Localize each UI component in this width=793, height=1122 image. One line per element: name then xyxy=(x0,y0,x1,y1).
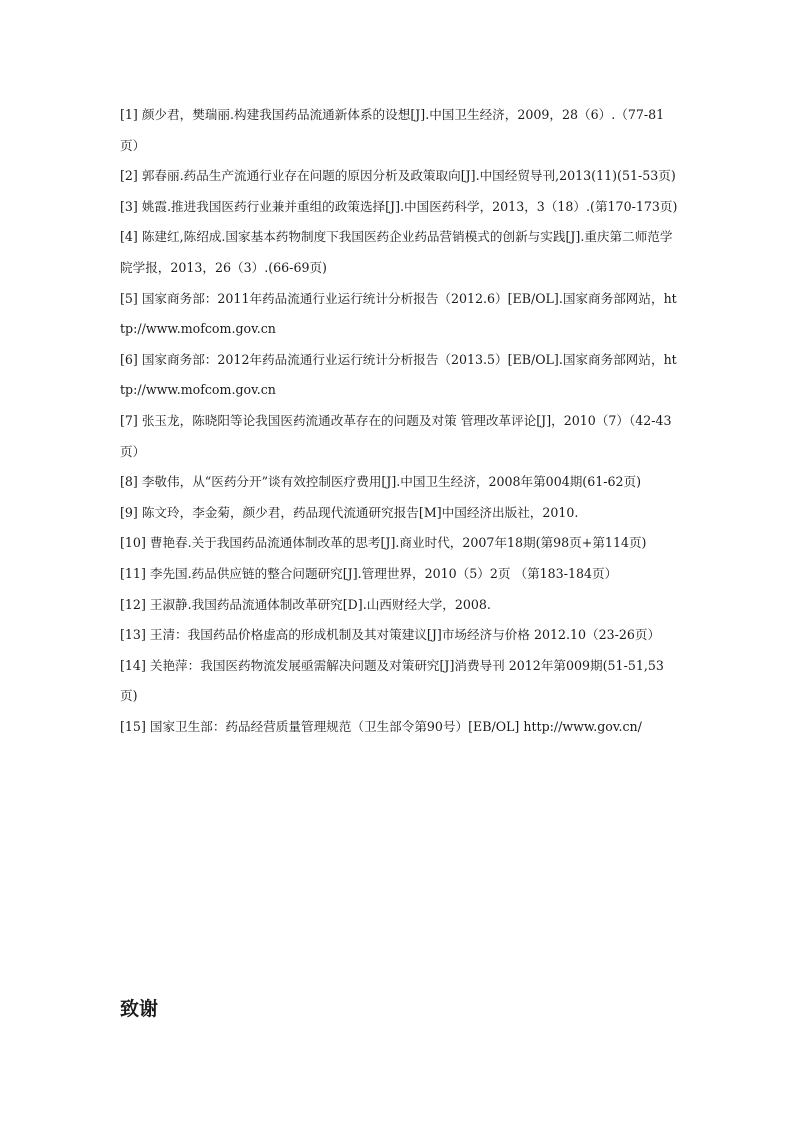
reference-item: [10] 曹艳春.关于我国药品流通体制改革的思考[J].商业时代，2007年18期(第98页+第114页) xyxy=(120,535,647,551)
reference-item: [1] 颜少君，樊瑞丽.构建我国药品流通新体系的设想[J].中国卫生经济，2009，28（6）.（77-81页） xyxy=(120,107,665,153)
reference-item: [4] 陈建红,陈绍成.国家基本药物制度下我国医药企业药品营销模式的创新与实践[J].重庆第二师范学院学报，2013，26（3）.(66-69页) xyxy=(120,229,673,275)
reference-item: [6] 国家商务部：2012年药品流通行业运行统计分析报告（2013.5）[EB/OL].国家商务部网站，http://www.mofcom.gov.cn xyxy=(120,351,677,398)
reference-item: [3] 姚霞.推进我国医药行业兼并重组的政策选择[J].中国医药科学，2013，3（18）.(第170-173页) xyxy=(120,198,678,214)
acknowledgement-heading: 致谢 xyxy=(120,998,159,1020)
reference-item: [7] 张玉龙，陈晓阳等论我国医药流通改革存在的问题及对策 管理改革评论[J]，2010（7）（42-43页） xyxy=(120,412,672,459)
reference-item: [2] 郭春丽.药品生产流通行业存在问题的原因分析及政策取向[J].中国经贸导刊,2013(11)(51-53页) xyxy=(120,168,676,184)
reference-item: [9] 陈文玲，李金菊，颜少君，药品现代流通研究报告[M]中国经济出版社，2010. xyxy=(120,504,579,520)
reference-item: [15] 国家卫生部：药品经营质量管理规范（卫生部令第90号）[EB/OL] http://www.gov.cn/ xyxy=(120,718,642,734)
reference-item: [11] 李先国.药品供应链的整合问题研究[J].管理世界，2010（5）2页 （第183-184页） xyxy=(120,565,618,581)
reference-item: [8] 李敬伟，从“医药分开”谈有效控制医疗费用[J].中国卫生经济，2008年第004期(61-62页) xyxy=(120,474,642,490)
reference-item: [13] 王清：我国药品价格虚高的形成机制及其对策建议[J]市场经济与价格 2012.10（23-26页） xyxy=(120,627,661,643)
reference-item: [12] 王淑静.我国药品流通体制改革研究[D].山西财经大学，2008. xyxy=(120,596,491,612)
reference-item: [5] 国家商务部：2011年药品流通行业运行统计分析报告（2012.6）[EB/OL].国家商务部网站，http://www.mofcom.gov.cn xyxy=(120,290,677,337)
reference-item: [14] 关艳萍：我国医药物流发展亟需解决问题及对策研究[J]消费导刊 2012年第009期(51-51,53页) xyxy=(120,657,664,704)
reference-list xyxy=(120,100,680,742)
